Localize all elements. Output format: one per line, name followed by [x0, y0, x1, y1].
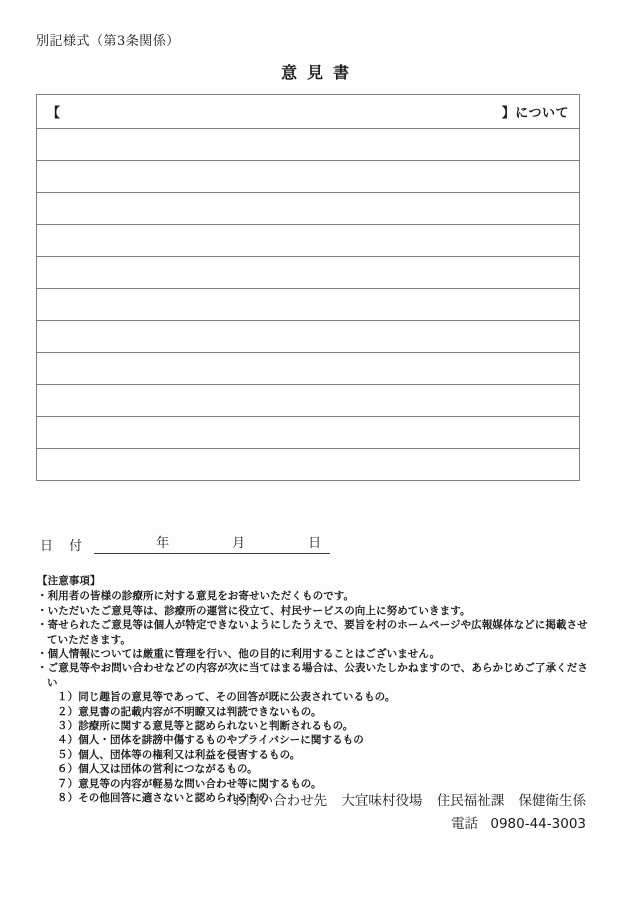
opinion-entry-cell[interactable]: [37, 193, 580, 225]
opinion-blank-rows: [37, 129, 580, 481]
table-row: [37, 193, 580, 225]
form-code-label: 別記様式（第3条関係）: [36, 34, 180, 49]
table-row: [37, 385, 580, 417]
contact-office: 大宜味村役場: [341, 793, 423, 809]
date-label: 日 付: [40, 539, 89, 554]
contact-section: 保健衛生係: [518, 793, 586, 809]
note-sub-item: ７）意見等の内容が軽易な問い合わせ等に関するもの。: [57, 777, 322, 790]
table-row: [37, 321, 580, 353]
opinion-entry-cell[interactable]: [37, 385, 580, 417]
note-item: ・寄せられたご意見等は個人が特定できないようにしたうえで、要旨を村のホームページや広報媒体などに掲載させていただきます。: [37, 619, 588, 646]
opinion-entry-cell[interactable]: [37, 225, 580, 257]
note-sub-item: ５）個人、団体等の権利又は利益を侵害するもの。: [57, 748, 301, 761]
note-sub-item: ６）個人又は団体の営利につながるもの。: [57, 763, 258, 776]
notes-heading: 【注意事項】: [37, 575, 101, 587]
table-row: [37, 225, 580, 257]
bracket-open-label: 【: [47, 106, 61, 121]
subject-line: [47, 102, 569, 121]
opinion-entry-cell[interactable]: [37, 257, 580, 289]
opinion-table-body: [37, 95, 580, 129]
opinion-entry-cell[interactable]: [37, 417, 580, 449]
contact-label: お問い合わせ先: [232, 793, 328, 809]
opinion-table: [36, 94, 580, 481]
table-row: [37, 417, 580, 449]
note-item: ・いただいたご意見等は、診療所の運営に役立て、村民サービスの向上に努めていきます。: [37, 604, 471, 617]
date-day-unit: 日: [308, 536, 322, 551]
table-row: [37, 257, 580, 289]
table-row: [37, 129, 580, 161]
table-row: [37, 161, 580, 193]
contact-block: [233, 790, 586, 836]
note-sub-item: ３）診療所に関する意見等と認められないと判断されるもの。: [57, 720, 354, 733]
note-sub-item: ８）その他回答に適さないと認められるもの: [57, 792, 269, 805]
note-sub-item: ４）個人・団体を誹謗中傷するものやプライバシーに関するもの: [57, 734, 364, 747]
contact-line-phone: [233, 813, 586, 836]
contact-division: 住民福祉課: [436, 793, 505, 809]
notes-section: [37, 574, 593, 806]
notes-item-list: [37, 589, 593, 690]
page-title: 意見書: [280, 63, 359, 82]
bracket-close-label: 】について: [501, 106, 569, 121]
opinion-entry-cell[interactable]: [37, 449, 580, 481]
opinion-entry-cell[interactable]: [37, 161, 580, 193]
opinion-entry-cell[interactable]: [37, 289, 580, 321]
note-item: ・ご意見等やお問い合わせなどの内容が次に当てはまる場合は、公表いたしかねますので、あらかじめご了承ください: [37, 662, 588, 689]
notes-sub-item-list: [37, 690, 593, 805]
opinion-entry-cell[interactable]: [37, 129, 580, 161]
date-year-unit: 年: [156, 536, 170, 551]
opinion-entry-cell[interactable]: [37, 353, 580, 385]
table-row: [37, 449, 580, 481]
table-row: [37, 289, 580, 321]
contact-line-office: [233, 790, 586, 813]
subject-cell[interactable]: [37, 95, 580, 129]
table-row-subject: [37, 95, 580, 129]
note-sub-item: ２）意見書の記載内容が不明瞭又は判読できないもの。: [57, 705, 322, 718]
phone-label: 電話: [451, 816, 479, 832]
date-month-unit: 月: [232, 536, 246, 551]
date-fields: [94, 532, 330, 554]
opinion-entry-cell[interactable]: [37, 321, 580, 353]
phone-number: 0980-44-3003: [490, 816, 586, 832]
note-item: ・個人情報については厳重に管理を行い、他の目的に利用することはございません。: [37, 648, 441, 661]
table-row: [37, 353, 580, 385]
note-item: ・利用者の皆様の診療所に対する意見をお寄せいただくものです。: [37, 590, 355, 603]
note-sub-item: １）同じ趣旨の意見等であって、その回答が既に公表されているもの。: [57, 691, 396, 704]
date-line: [40, 532, 330, 554]
